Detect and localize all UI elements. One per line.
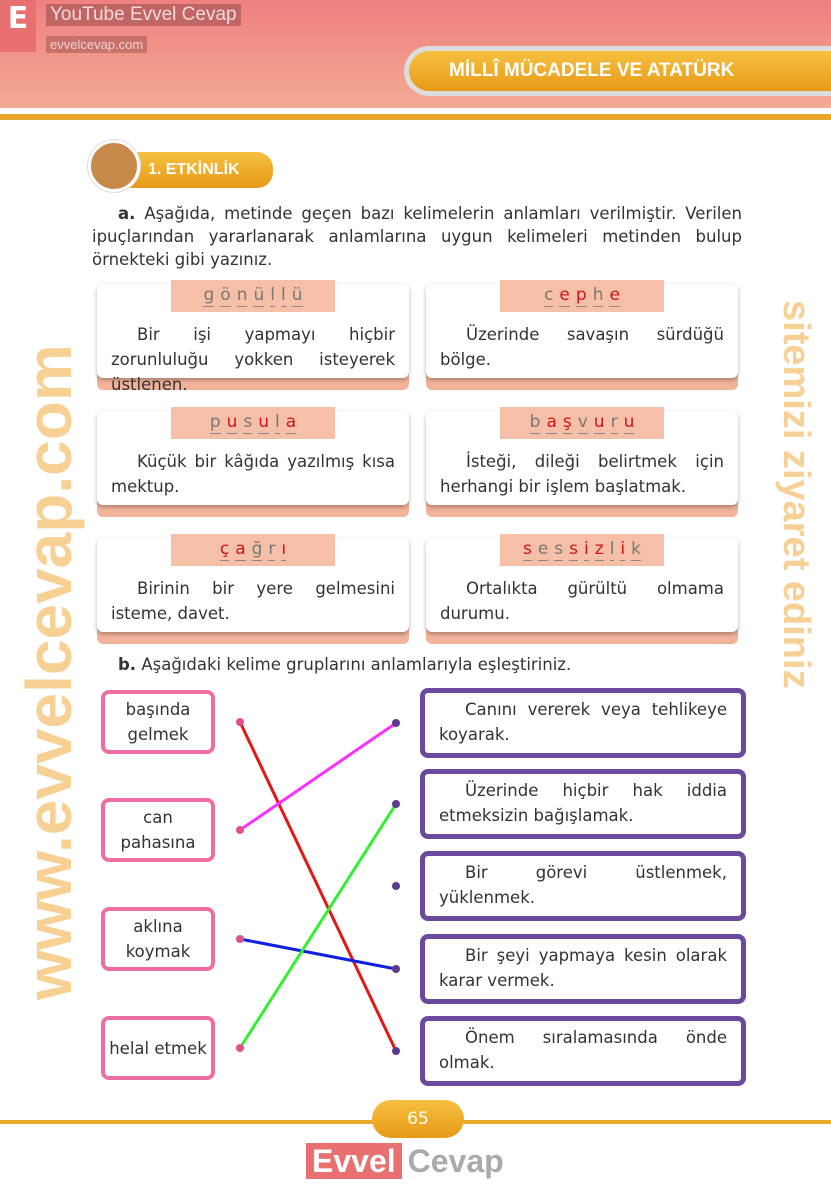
unit-title: MİLLÎ MÜCADELE VE ATATÜRK — [409, 51, 831, 91]
girl-mascot-icon — [88, 140, 140, 192]
answer-letter: a — [285, 412, 297, 432]
answer-letter: b — [529, 412, 541, 432]
answer-word — [500, 407, 664, 439]
activity-label: 1. ETKİNLİK — [128, 152, 273, 188]
answer-letter: u — [258, 412, 270, 432]
answer-letter: p — [575, 285, 587, 305]
answer-letter: v — [577, 412, 588, 432]
answer-letter: ı — [281, 539, 287, 559]
answer-letter: c — [544, 285, 554, 305]
unit-title-banner — [404, 46, 831, 96]
phrase-dot — [236, 1044, 244, 1052]
answer-letter: u — [226, 412, 238, 432]
meaning-box[interactable]: Önem sıralamasında önde olmak. — [420, 1016, 746, 1086]
meaning-dot — [392, 1047, 400, 1055]
answer-letter: s — [522, 539, 532, 559]
phrase-dot — [236, 935, 244, 943]
part-b-instruction: b. Aşağıdaki kelime gruplarını anlamlarıyla eşleştiriniz. — [118, 655, 572, 674]
phrase-dot — [236, 826, 244, 834]
answer-letter: l — [270, 285, 275, 305]
answer-letter: a — [235, 539, 246, 559]
answer-letter: i — [584, 539, 589, 559]
answer-letter: l — [275, 412, 280, 432]
answer-letter: e — [537, 539, 549, 559]
word-card — [426, 538, 738, 644]
answer-letter: ö — [220, 285, 231, 305]
answer-word — [171, 407, 335, 439]
word-card — [426, 284, 738, 390]
phrase-box[interactable]: başında gelmek — [101, 690, 215, 754]
answer-letter: e — [559, 285, 570, 305]
meaning-box[interactable]: Üzerinde hiçbir hak iddia etmeksizin bağışlamak. — [420, 769, 746, 839]
watermark-logo: E — [0, 0, 36, 52]
word-card — [97, 538, 409, 644]
answer-letter: l — [609, 539, 615, 559]
footer-watermark: Evvel Cevap — [306, 1142, 504, 1180]
answer-word — [500, 534, 664, 566]
answer-word — [171, 534, 335, 566]
phrase-box[interactable]: can pahasına — [101, 798, 215, 862]
answer-letter: u — [593, 412, 605, 432]
meaning-box[interactable]: Bir şeyi yapmaya kesin olarak karar vermek. — [420, 934, 746, 1004]
answer-letter: s — [554, 539, 564, 559]
card-meaning: Küçük bir kâğıda yazılmış kısa mektup. — [97, 411, 409, 505]
meaning-dot — [392, 882, 400, 890]
answer-letter: ç — [219, 539, 230, 559]
answer-word — [500, 280, 664, 312]
word-card — [97, 284, 409, 394]
answer-letter: g — [203, 285, 215, 305]
card-meaning: İsteği, dileği belirtmek için herhangi bir işlem başlatmak. — [426, 411, 738, 505]
watermark-channel: YouTube Evvel Cevap — [46, 4, 241, 26]
margin-watermark: www.evvelcevap.com — [13, 344, 85, 1000]
match-line — [240, 723, 396, 830]
answer-letter: ü — [291, 285, 303, 305]
header-divider — [0, 114, 831, 120]
meaning-box[interactable]: Bir görevi üstlenmek, yüklenmek. — [420, 851, 746, 921]
meaning-box[interactable]: Canını vererek veya tehlikeye koyarak. — [420, 688, 746, 758]
margin-watermark-2: sitemizi ziyaret ediniz — [775, 300, 817, 689]
word-card — [426, 411, 738, 517]
phrase-dot — [236, 718, 244, 726]
answer-letter: n — [236, 285, 248, 305]
answer-letter: l — [280, 285, 286, 305]
answer-letter: s — [243, 412, 253, 432]
answer-letter: s — [569, 539, 579, 559]
phrase-box[interactable]: helal etmek — [101, 1016, 215, 1080]
card-meaning: Bir işi yapmayı hiçbir zorunluluğu yokken isteyerek üstlenen. — [97, 284, 409, 378]
match-line — [240, 804, 396, 1048]
word-card — [97, 411, 409, 517]
meaning-dot — [392, 965, 400, 973]
answer-letter: z — [594, 539, 604, 559]
match-line — [240, 939, 396, 969]
answer-letter: ş — [562, 412, 572, 432]
meaning-dot — [392, 800, 400, 808]
answer-letter: ü — [253, 285, 265, 305]
answer-letter: k — [631, 539, 642, 559]
part-a-instruction: a. Aşağıda, metinde geçen bazı kelimelerin anlamları verilmiştir. Verilen ipuçlarından yararlanarak anlamlarına uygun kelimeleri metinden bulup örnekteki gibi yazınız. — [92, 204, 742, 269]
answer-letter: a — [546, 412, 557, 432]
card-meaning: Ortalıkta gürültü olmama durumu. — [426, 538, 738, 632]
answer-letter: e — [609, 285, 620, 305]
match-line — [240, 722, 396, 1051]
card-meaning: Üzerinde savaşın sürdüğü bölge. — [426, 284, 738, 378]
answer-word — [171, 280, 335, 312]
meaning-dot — [392, 719, 400, 727]
answer-letter: u — [623, 412, 635, 432]
answer-letter: r — [268, 539, 276, 559]
answer-letter: i — [620, 539, 626, 559]
answer-letter: h — [592, 285, 604, 305]
answer-letter: r — [610, 412, 618, 432]
answer-letter: ğ — [251, 539, 263, 559]
phrase-box[interactable]: aklına koymak — [101, 907, 215, 971]
card-meaning: Birinin bir yere gelmesini isteme, davet. — [97, 538, 409, 632]
page-number: 65 — [372, 1100, 464, 1138]
watermark-site: evvelcevap.com — [46, 36, 147, 53]
answer-letter: p — [209, 412, 221, 432]
